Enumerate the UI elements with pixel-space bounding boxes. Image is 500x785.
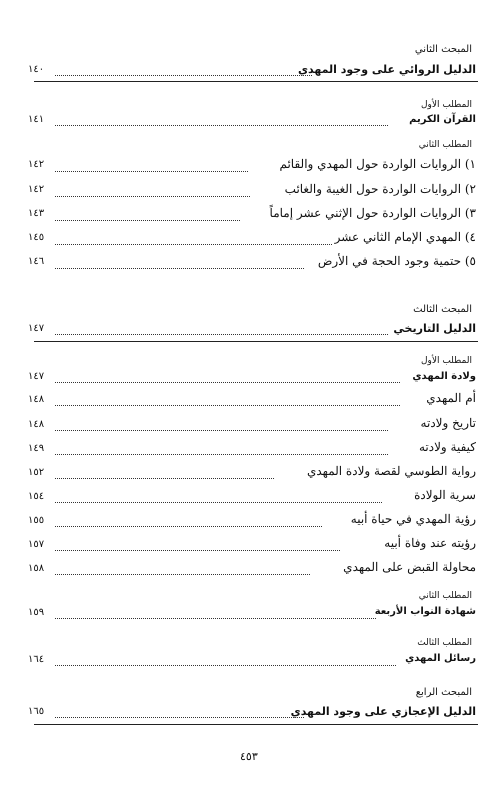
toc-entry: رؤيته عند وفاة أبيه: [384, 536, 476, 550]
toc-entry: سرية الولادة: [414, 488, 476, 502]
toc-entry: ٢) الروايات الواردة حول الغيبة والغائب: [284, 182, 476, 196]
page-number: ٤٥٣: [240, 750, 258, 763]
subsection-label: المطلب الثاني: [418, 591, 472, 601]
subsection-label: المطلب الأول: [420, 100, 472, 110]
page-ref: ١٤٣: [28, 208, 45, 219]
dot-leader: [55, 429, 388, 431]
divider-rule: [34, 724, 478, 725]
subsection-label: المطلب الثالث: [417, 638, 472, 648]
toc-entry: القرآن الكريم: [409, 114, 476, 125]
dot-leader: [55, 267, 304, 269]
dot-leader: [55, 453, 388, 455]
toc-entry: ولادة المهدي: [412, 371, 476, 382]
page-ref: ١٤٠: [28, 64, 45, 75]
toc-entry: ٥) حتمية وجود الحجة في الأرض: [317, 254, 476, 268]
dot-leader: [55, 404, 400, 406]
page-ref: ١٥٨: [28, 563, 45, 574]
dot-leader: [55, 333, 388, 335]
page-ref: ١٥٤: [28, 491, 45, 502]
dot-leader: [55, 195, 250, 197]
page-ref: ١٤٥: [28, 232, 45, 243]
toc-entry: ١) الروايات الواردة حول المهدي والقائم: [279, 157, 476, 171]
page-ref: ١٤٦: [28, 256, 45, 267]
toc-entry: ٣) الروايات الواردة حول الإثني عشر إماماً: [269, 206, 476, 220]
page-ref: ١٦٤: [28, 654, 45, 665]
section-title: المبحث الثاني: [414, 44, 472, 55]
divider-rule: [34, 81, 478, 82]
toc-entry: رواية الطوسي لقصة ولادة المهدي: [306, 464, 476, 478]
section-title: المبحث الثالث: [413, 304, 472, 315]
subsection-label: المطلب الثاني: [418, 140, 472, 150]
toc-entry: ٤) المهدي الإمام الثاني عشر: [334, 230, 476, 244]
dot-leader: [55, 617, 376, 619]
page-ref: ١٥٢: [28, 467, 45, 478]
toc-entry: كيفية ولادته: [418, 440, 476, 454]
page-ref: ١٤٨: [28, 419, 45, 430]
page-ref: ١٥٧: [28, 539, 45, 550]
divider-rule: [34, 341, 478, 342]
dot-leader: [55, 573, 310, 575]
page-ref: ١٤٨: [28, 394, 45, 405]
toc-entry: شهادة النواب الأربعة: [374, 606, 476, 617]
page-ref: ١٤٢: [28, 159, 45, 170]
page-ref: ١٤١: [28, 114, 45, 125]
dot-leader: [55, 74, 312, 76]
subsection-label: المطلب الأول: [420, 356, 472, 366]
toc-entry: رسائل المهدي: [405, 653, 476, 664]
toc-entry: محاولة القبض على المهدي: [343, 560, 476, 574]
dot-leader: [55, 124, 388, 126]
toc-entry: أم المهدي: [426, 391, 476, 405]
page-ref: ١٤٧: [28, 323, 45, 334]
dot-leader: [55, 381, 400, 383]
toc-entry-bold: الدليل الإعجازي على وجود المهدي: [290, 705, 476, 718]
page-ref: ١٤٧: [28, 371, 45, 382]
dot-leader: [55, 525, 322, 527]
page-ref: ١٦٥: [28, 706, 45, 717]
dot-leader: [55, 243, 332, 245]
page-ref: ١٤٢: [28, 184, 45, 195]
toc-entry-bold: الدليل الروائي على وجود المهدي: [297, 63, 476, 76]
section-title: المبحث الرابع: [415, 687, 472, 698]
page-ref: ١٤٩: [28, 443, 45, 454]
dot-leader: [55, 549, 340, 551]
dot-leader: [55, 716, 304, 718]
dot-leader: [55, 501, 382, 503]
toc-entry: تاريخ ولادته: [420, 416, 476, 430]
toc-entry-bold: الدليل التاريخي: [393, 322, 476, 335]
dot-leader: [55, 664, 396, 666]
page-ref: ١٥٩: [28, 607, 45, 618]
toc-entry: رؤية المهدي في حياة أبيه: [350, 512, 476, 526]
page-ref: ١٥٥: [28, 515, 45, 526]
dot-leader: [55, 170, 248, 172]
dot-leader: [55, 219, 240, 221]
dot-leader: [55, 477, 274, 479]
